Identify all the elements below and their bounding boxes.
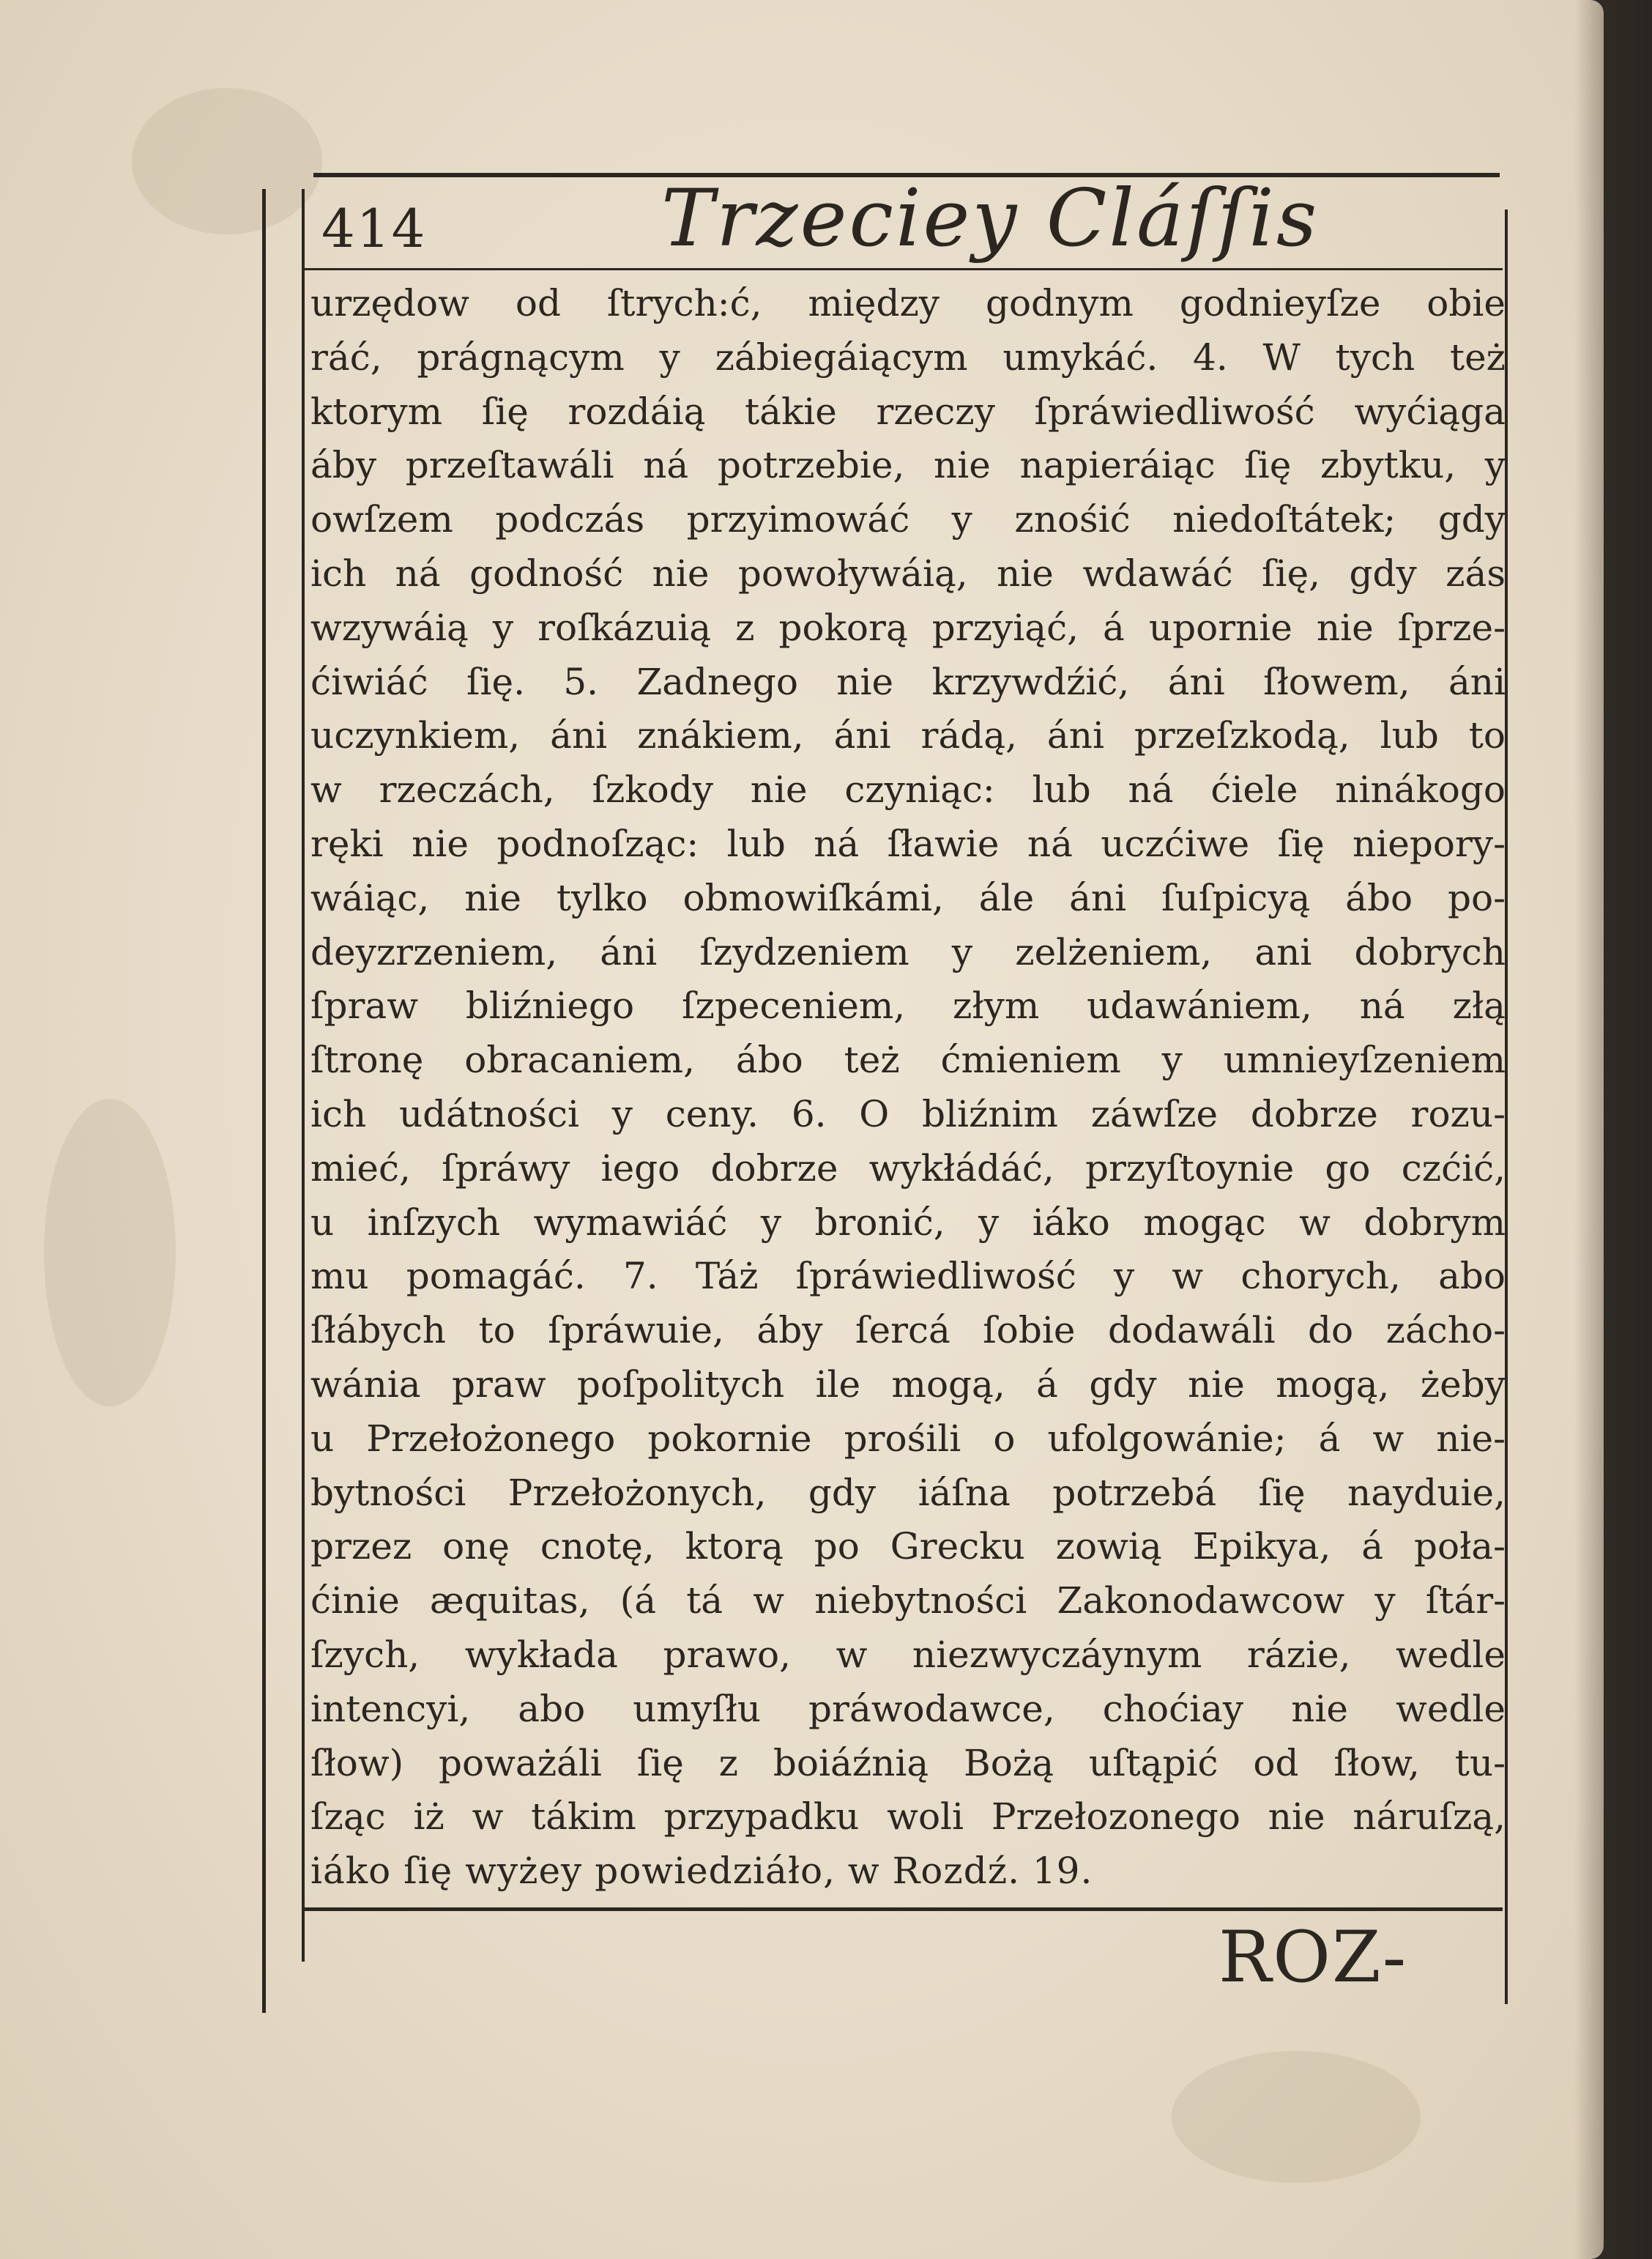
text-line: wzywáią y roſkázuią z pokorą przyiąć, á upornie nie ſprze- (310, 606, 1506, 649)
page-number: 414 (321, 198, 427, 259)
text-line: bytności Przełożonych, gdy iáſna potrzebá ſię nayduie, (310, 1471, 1506, 1514)
text-line: mu pomagáć. 7. Táż ſpráwiedliwość y w chorych, abo (310, 1255, 1506, 1298)
text-line: ráć, prágnącym y zábiegáiącym umykáć. 4. W tych też (310, 335, 1506, 379)
paper-stain (132, 88, 322, 234)
binding-gutter (1574, 0, 1652, 2259)
text-line: uczynkiem, áni znákiem, áni rádą, áni przeſzkodą, lub to (310, 714, 1506, 757)
text-line: ſtronę obracaniem, ábo też ćmieniem y umnieyſzeniem (310, 1039, 1506, 1082)
text-line: wáiąc, nie tylko obmowiſkámi, ále áni ſuſpicyą ábo po- (310, 876, 1506, 919)
text-line: u inſzych wymawiáć y bronić, y iáko mogąc w dobrym (310, 1201, 1506, 1244)
text-line: ich udátności y ceny. 6. O bliźnim záwſze dobrze rozu- (310, 1092, 1506, 1135)
text-line: deyzrzeniem, áni ſzydzeniem y zelżeniem, ani dobrych (310, 930, 1506, 973)
text-line: ſzych, wykłada prawo, w niezwyczáynym rázie, wedle (310, 1633, 1506, 1676)
text-line: ſpraw bliźniego ſzpeceniem, złym udawániem, ná złą (310, 984, 1506, 1028)
frame-left-inner-rule (302, 189, 305, 1962)
text-line: ſząc iż w tákim przypadku woli Przełozonego nie náruſzą, (310, 1795, 1506, 1839)
paper-stain (44, 1099, 176, 1406)
text-line: ktorym ſię rozdáią tákie rzeczy ſpráwiedliwość wyćiąga (310, 390, 1506, 433)
text-line: u Przełożonego pokornie prośili o ufolgowánie; á w nie- (310, 1417, 1506, 1460)
text-line: urzędow od ſtrych:ć, między godnym godnieyſze obie (310, 282, 1506, 324)
text-line: mieć, ſpráwy iego dobrze wykłádáć, przyſtoynie go czćić, (310, 1146, 1506, 1190)
text-line-last: iáko ſię wyżey powiedziáło, w Rozdź. 19. (310, 1850, 1093, 1893)
text-line: ćiwiáć ſię. 5. Zadnego nie krzywdźić, áni ſłowem, áni (310, 660, 1506, 703)
text-line: ſłábych to ſpráwuie, áby ſercá ſobie dodawáli do zácho- (310, 1309, 1506, 1352)
text-body (310, 277, 1506, 1899)
frame-left-outer-rule (262, 189, 266, 2013)
running-head: Trzeciey Cláſſis (661, 173, 1320, 264)
text-line: ręki nie podnoſząc: lub ná ſławie ná uczćiwe ſię niepory- (310, 822, 1506, 865)
text-line: intencyi, abo umyſłu práwodawce, choćiay nie wedle (310, 1687, 1506, 1730)
paper-stain (1172, 2051, 1421, 2183)
page-header (319, 173, 1490, 267)
text-line: ſłow) poważáli ſię z boiáźnią Bożą uſtąpić od ſłow, tu- (310, 1741, 1506, 1784)
text-line: áby przeſtawáli ná potrzebie, nie napieráiąc ſię zbytku, y (310, 444, 1506, 487)
text-line: wánia praw poſpolitych ile mogą, á gdy nie mogą, żeby (310, 1362, 1506, 1406)
text-line: ćinie æquitas, (á tá w niebytności Zakonodawcow y ſtár- (310, 1579, 1506, 1622)
text-line: w rzeczách, ſzkody nie czyniąc: lub ná ćiele ninákogo (310, 768, 1506, 812)
frame-bottom-rule (302, 1907, 1503, 1911)
catchword: ROZ- (1218, 1916, 1408, 1998)
text-line: przez onę cnotę, ktorą po Grecku zowią Epikya, á poła- (310, 1525, 1506, 1568)
text-line: ich ná godność nie powoływáią, nie wdawáć ſię, gdy zás (310, 552, 1506, 595)
text-line: owſzem podczás przyimowáć y znośić niedoſtátek; gdy (310, 498, 1506, 541)
header-rule (302, 268, 1503, 270)
